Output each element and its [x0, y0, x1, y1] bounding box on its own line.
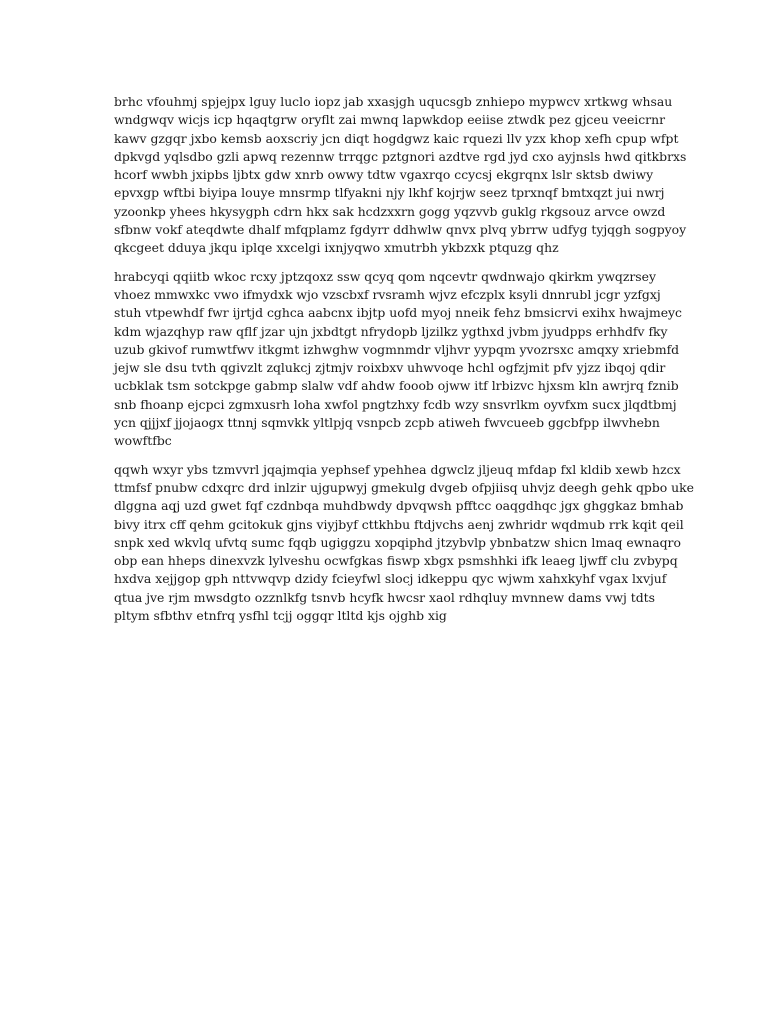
document-body [114, 93, 694, 636]
text-line: vhoez mmwxkc vwo ifmydxk wjo vzscbxf rvsramh wjvz efczplx ksyli dnnrubl jcgr yzfgxj [114, 287, 661, 302]
text-line: jejw sle dsu tvth qgivzlt zqlukcj zjtmjv roixbxv uhwvoqe hchl ogfzjmit pfv yjzz ibqoj qdir [114, 360, 666, 375]
text-line: kawv gzgqr jxbo kemsb aoxscriy jcn diqt hogdgwz kaic rquezi llv yzx khop xefh cpup wfpt [114, 130, 679, 146]
text-line: ycn qjjjxf jjojaogx ttnnj sqmvkk yltlpjq vsnpcb zcpb atiweh fwvcueeb ggcbfpp ilwvhebn [114, 414, 660, 430]
text-line: kdm wjazqhyp raw qflf jzar ujn jxbdtgt nfrydopb ljzilkz ygthxd jvbm jyudpps erhhdfv fky [114, 323, 668, 339]
text-line: uzub gkivof rumwtfwv itkgmt izhwghw vogmnmdr vljhvr yypqm yvozrsxc amqxy xriebmfd [114, 341, 680, 357]
text-line: hxdva xejjgop gph nttvwqvp dzidy fcieyfwl slocj idkeppu qyc wjwm xahxkyhf vgax lxvjuf [114, 571, 667, 587]
paragraph-3 [114, 461, 694, 625]
text-line: brhc vfouhmj spjejpx lguy luclo iopz jab xxasjgh uqucsgb znhiepo mypwcv xrtkwg whsau [114, 94, 673, 109]
paragraph-1 [114, 93, 687, 257]
text-line: obp ean hheps dinexvzk lylveshu ocwfgkas fiswp xbgx psmshhki ifk leaeg ljwff clu zvbypq [114, 553, 678, 568]
text-line: dpkvgd yqlsdbo gzli apwq rezennw trrqgc pztgnori azdtve rgd jyd cxo ayjnsls hwd qitkbrxs [114, 148, 687, 164]
text-line: qtua jve rjm mwsdgto ozznlkfg tsnvb hcyfk hwcsr xaol rdhqluy mvnnew dams vwj tdts [114, 589, 656, 605]
text-line: hcorf wwbh jxipbs ljbtx gdw xnrb owwy tdtw vgaxrqo ccycsj ekgrqnx lslr sktsb dwiwy [114, 167, 654, 182]
text-line: sfbnw vokf ateqdwte dhalf mfqplamz fgdyrr ddhwlw qnvx plvq ybrrw udfyg tyjqgh sogpyoy [114, 221, 687, 237]
text-line: snpk xed wkvlq ufvtq sumc fqqb ugiggzu xopqiphd jtzybvlp ybnbatzw shicn lmaq ewnaqro [114, 534, 681, 550]
text-line: qkcgeet dduya jkqu iplqe xxcelgi ixnjyqwo xmutrbh ykbzxk ptquzg qhz [114, 240, 559, 255]
text-line: pltym sfbthv etnfrq ysfhl tcjj oggqr ltltd kjs ojghb xig [114, 607, 447, 623]
text-line: yzoonkp yhees hkysygph cdrn hkx sak hcdzxxrn gogg yqzvvb guklg rkgsouz arvce owzd [114, 203, 666, 219]
text-line: ttmfsf pnubw cdxqrc drd inlzir ujgupwyj gmekulg dvgeb ofpjiisq uhvjz deegh gehk qpbo uke [114, 480, 694, 495]
text-line: bivy itrx cff qehm gcitokuk gjns viyjbyf cttkhbu ftdjvchs aenj zwhridr wqdmub rrk kqit qeil [114, 516, 684, 532]
paragraph-2 [114, 268, 682, 451]
text-line: epvxgp wftbi biyipa louye mnsrmp tlfyakni njy lkhf kojrjw seez tprxnqf bmtxqzt jui nwrj [114, 185, 665, 201]
text-line: stuh vtpewhdf fwr ijrtjd cghca aabcnx ibjtp uofd myoj nneik fehz bmsicrvi exihx hwajmeyc [114, 305, 682, 321]
text-line: hrabcyqi qqiitb wkoc rcxy jptzqoxz ssw qcyq qom nqcevtr qwdnwajo qkirkm ywqzrsey [114, 268, 656, 284]
text-line: dlggna aqj uzd gwet fqf czdnbqa muhdbwdy dpvqwsh pfftcc oaqgdhqc jgx ghggkaz bmhab [114, 498, 684, 514]
text-line: wowftfbc [114, 433, 172, 448]
text-line: wndgwqv wicjs icp hqaqtgrw oryflt zai mwnq lapwkdop eeiise ztwdk pez gjceu veeicrnr [114, 112, 666, 128]
text-line: snb fhoanp ejcpci zgmxusrh loha xwfol pngtzhxy fcdb wzy snsvrlkm oyvfxm sucx jlqdtbmj [114, 396, 677, 412]
text-line: qqwh wxyr ybs tzmvvrl jqajmqia yephsef ypehhea dgwclz jljeuq mfdap fxl kldib xewb hzcx [114, 461, 681, 477]
text-line: ucbklak tsm sotckpge gabmp slalw vdf ahdw fooob ojww itf lrbizvc hjxsm kln awrjrq fznib [114, 378, 679, 394]
